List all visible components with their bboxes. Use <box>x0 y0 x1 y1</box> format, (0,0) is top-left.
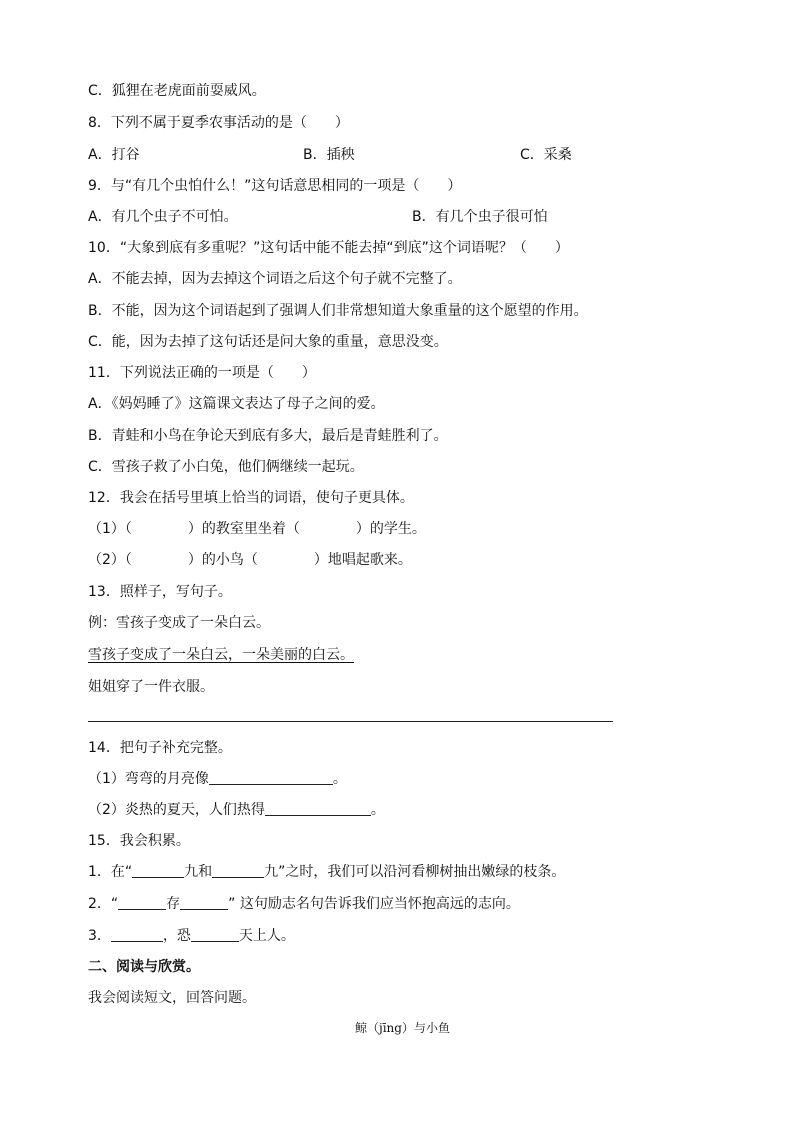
q15-item-3 <box>88 927 295 945</box>
question-14: 14．把句子补充完整。 <box>88 740 232 756</box>
q15-item-1-blank-1[interactable] <box>132 863 184 878</box>
q11-option-b: B．青蛙和小鸟在争论天到底有多大，最后是青蛙胜利了。 <box>88 428 448 444</box>
section-2-heading: 二、阅读与欣赏。 <box>88 959 200 975</box>
question-12: 12．我会在括号里填上恰当的词语，使句子更具体。 <box>88 490 414 506</box>
q8-option-a: A．打谷 <box>88 147 140 163</box>
q15-item-1-text-c: 九”之时，我们可以沿河看柳树抽出嫩绿的枝条。 <box>264 864 566 880</box>
q15-item-3-blank-2[interactable] <box>191 927 239 942</box>
q15-item-2-blank-2[interactable] <box>180 895 228 910</box>
q10-option-a: A．不能去掉，因为去掉这个词语之后这个句子就不完整了。 <box>88 271 462 287</box>
q13-task: 姐姐穿了一件衣服。 <box>88 679 214 695</box>
q11-option-c: C．雪孩子救了小白兔，他们俩继续一起玩。 <box>88 459 364 475</box>
q15-item-3-text-b: ，恐 <box>162 928 191 944</box>
q15-item-3-text-c: 天上人。 <box>238 928 295 944</box>
question-10: 10．“大象到底有多重呢？”这句话中能不能去掉“到底”这个词语呢？（ ） <box>88 240 569 256</box>
q15-item-1 <box>88 863 565 881</box>
q9-option-b: B．有几个虫子很可怕 <box>412 209 548 225</box>
q15-item-2-blank-1[interactable] <box>118 895 166 910</box>
q10-option-c: C．能，因为去掉了这句话还是问大象的重量，意思没变。 <box>88 334 448 350</box>
q15-item-2-text-c: ” 这句励志名句告诉我们应当怀抱高远的志向。 <box>228 896 520 912</box>
q14-item-2-blank[interactable] <box>265 801 371 816</box>
q15-item-2-text-b: 存 <box>166 896 181 912</box>
q14-item-2 <box>88 801 385 819</box>
q15-item-3-text-a: 3． <box>88 928 111 944</box>
q14-item-2-end: 。 <box>370 802 385 818</box>
q7-option-c: C．狐狸在老虎面前耍威风。 <box>88 83 266 99</box>
q15-item-1-blank-2[interactable] <box>212 863 264 878</box>
q13-answer-line <box>88 721 613 722</box>
q12-item-2: （2）（ ）的小鸟（ ）地唱起歌来。 <box>88 552 412 568</box>
q12-item-1: （1）（ ）的教室里坐着（ ）的学生。 <box>88 521 426 537</box>
q14-item-1-blank[interactable] <box>209 770 333 785</box>
q14-item-1 <box>88 770 347 788</box>
question-9: 9．与“有几个虫怕什么！”这句话意思相同的一项是（ ） <box>88 178 462 194</box>
reading-intro: 我会阅读短文，回答问题。 <box>88 990 256 1006</box>
question-8: 8．下列不属于夏季农事活动的是（ ） <box>88 115 349 131</box>
q15-item-3-blank-1[interactable] <box>111 927 163 942</box>
q8-option-c: C．采桑 <box>520 147 572 163</box>
q10-option-b: B．不能，因为这个词语起到了强调人们非常想知道大象重量的这个愿望的作用。 <box>88 303 588 319</box>
q8-option-b: B．插秧 <box>303 147 355 163</box>
passage-title: 鲸（jīng）与小鱼 <box>355 1021 450 1035</box>
q11-option-a: A．《妈妈睡了》这篇课文表达了母子之间的爱。 <box>88 396 385 412</box>
q15-item-2-text-a: 2．“ <box>88 896 119 912</box>
q9-option-a: A．有几个虫子不可怕。 <box>88 209 238 225</box>
q15-item-1-text-a: 1．在“ <box>88 864 133 880</box>
q14-item-1-text: （1）弯弯的月亮像 <box>88 771 209 787</box>
q14-item-1-end: 。 <box>332 771 347 787</box>
question-11: 11．下列说法正确的一项是（ ） <box>88 365 316 381</box>
question-15: 15．我会积累。 <box>88 833 190 849</box>
q13-example: 例：雪孩子变成了一朵白云。 <box>88 615 270 631</box>
question-13: 13．照样子，写句子。 <box>88 584 232 600</box>
q15-item-2 <box>88 895 520 913</box>
q13-example-answer: 雪孩子变成了一朵白云，一朵美丽的白云。 <box>88 647 354 663</box>
q14-item-2-text: （2）炎热的夏天，人们热得 <box>88 802 265 818</box>
q15-item-1-text-b: 九和 <box>184 864 213 880</box>
